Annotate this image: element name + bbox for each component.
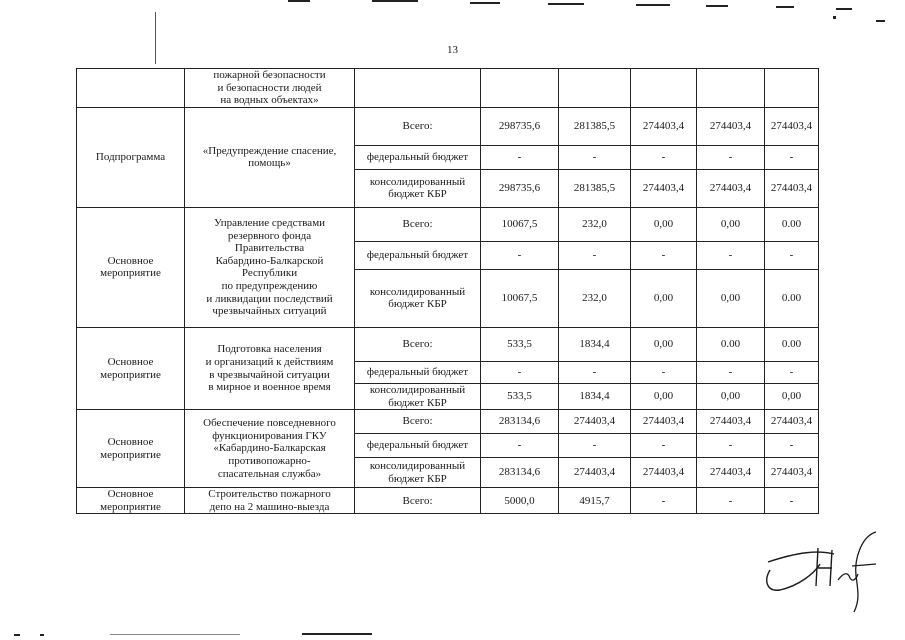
value-cell: -: [765, 488, 819, 514]
src-cell: [355, 69, 481, 108]
value-cell: 274403,4: [765, 458, 819, 488]
src-cell: консолидированный бюджет КБР: [355, 383, 481, 409]
scan-mark: [40, 634, 44, 636]
name-cell: Управление средствами резервного фонда Правительства Кабардино-Балкарской Республики по предупреждению и ликвидации последствий чрезвычайных ситуаций: [185, 207, 355, 327]
value-cell: 0,00: [631, 383, 697, 409]
value-cell: 232,0: [559, 269, 631, 327]
scan-mark: [833, 16, 836, 19]
value-cell: [559, 69, 631, 108]
value-cell: -: [697, 488, 765, 514]
value-cell: 274403,4: [559, 458, 631, 488]
type-cell: Основное мероприятие: [77, 488, 185, 514]
value-cell: -: [697, 434, 765, 458]
value-cell: 0.00: [765, 327, 819, 361]
signature: [758, 520, 888, 615]
value-cell: -: [697, 145, 765, 169]
value-cell: -: [765, 145, 819, 169]
table-row: [77, 410, 819, 434]
type-cell: Основное мероприятие: [77, 207, 185, 327]
value-cell: 0,00: [631, 327, 697, 361]
value-cell: 274403,4: [631, 410, 697, 434]
value-cell: -: [631, 434, 697, 458]
page-number: 13: [447, 44, 458, 56]
value-cell: 0,00: [765, 383, 819, 409]
value-cell: -: [631, 241, 697, 269]
value-cell: 283134,6: [481, 410, 559, 434]
scan-mark: [302, 633, 372, 635]
src-cell: федеральный бюджет: [355, 361, 481, 383]
margin-rule: [155, 12, 156, 64]
type-cell: [77, 69, 185, 108]
scan-mark: [706, 5, 728, 7]
value-cell: -: [481, 145, 559, 169]
value-cell: 0.00: [697, 327, 765, 361]
value-cell: [631, 69, 697, 108]
value-cell: 0.00: [765, 269, 819, 327]
scan-mark: [548, 3, 584, 5]
value-cell: 533,5: [481, 383, 559, 409]
src-cell: федеральный бюджет: [355, 434, 481, 458]
table-row: [77, 327, 819, 361]
value-cell: 274403,4: [765, 169, 819, 207]
value-cell: -: [765, 434, 819, 458]
table-row: [77, 207, 819, 241]
name-cell: пожарной безопасности и безопасности людей на водных объектах»: [185, 69, 355, 108]
value-cell: [481, 69, 559, 108]
scan-mark: [372, 0, 418, 2]
value-cell: 274403,4: [631, 107, 697, 145]
value-cell: 232,0: [559, 207, 631, 241]
value-cell: 0,00: [697, 207, 765, 241]
src-cell: консолидированный бюджет КБР: [355, 169, 481, 207]
name-cell: Строительство пожарного депо на 2 машино-выезда: [185, 488, 355, 514]
scan-mark: [836, 8, 852, 10]
value-cell: 274403,4: [765, 107, 819, 145]
value-cell: -: [765, 241, 819, 269]
value-cell: -: [559, 145, 631, 169]
value-cell: -: [481, 241, 559, 269]
src-cell: консолидированный бюджет КБР: [355, 269, 481, 327]
value-cell: 281385,5: [559, 107, 631, 145]
name-cell: Подготовка населения и организаций к действиям в чрезвычайной ситуации в мирное и военное время: [185, 327, 355, 409]
value-cell: 274403,4: [631, 458, 697, 488]
value-cell: -: [631, 488, 697, 514]
value-cell: 298735,6: [481, 107, 559, 145]
type-cell: Основное мероприятие: [77, 410, 185, 488]
name-cell: Обеспечение повседневного функционирования ГКУ «Кабардино-Балкарская противопожарно- спасательная служба»: [185, 410, 355, 488]
src-cell: консолидированный бюджет КБР: [355, 458, 481, 488]
src-cell: федеральный бюджет: [355, 241, 481, 269]
budget-table: [76, 68, 819, 514]
value-cell: -: [697, 361, 765, 383]
value-cell: 5000,0: [481, 488, 559, 514]
src-cell: Всего:: [355, 107, 481, 145]
table-row: [77, 107, 819, 145]
src-cell: федеральный бюджет: [355, 145, 481, 169]
src-cell: Всего:: [355, 207, 481, 241]
value-cell: 0,00: [697, 383, 765, 409]
value-cell: 0,00: [631, 207, 697, 241]
value-cell: 1834,4: [559, 383, 631, 409]
value-cell: 10067,5: [481, 269, 559, 327]
src-cell: Всего:: [355, 488, 481, 514]
scan-mark: [14, 634, 20, 636]
scan-mark: [636, 4, 670, 6]
value-cell: 274403,4: [697, 107, 765, 145]
scan-mark: [470, 2, 500, 4]
value-cell: 274403,4: [697, 410, 765, 434]
value-cell: 10067,5: [481, 207, 559, 241]
scan-mark: [288, 0, 310, 2]
type-cell: Подпрограмма: [77, 107, 185, 207]
value-cell: 533,5: [481, 327, 559, 361]
value-cell: -: [765, 361, 819, 383]
value-cell: 274403,4: [631, 169, 697, 207]
value-cell: 4915,7: [559, 488, 631, 514]
value-cell: -: [481, 434, 559, 458]
table-row: [77, 69, 819, 108]
scan-mark: [776, 6, 794, 8]
value-cell: 274403,4: [697, 458, 765, 488]
value-cell: -: [559, 434, 631, 458]
value-cell: 1834,4: [559, 327, 631, 361]
value-cell: 0.00: [765, 207, 819, 241]
scan-mark: [110, 634, 240, 635]
scan-mark: [876, 20, 885, 22]
value-cell: 0,00: [631, 269, 697, 327]
value-cell: [697, 69, 765, 108]
value-cell: 274403,4: [559, 410, 631, 434]
value-cell: 281385,5: [559, 169, 631, 207]
value-cell: [765, 69, 819, 108]
src-cell: Всего:: [355, 410, 481, 434]
value-cell: 298735,6: [481, 169, 559, 207]
value-cell: -: [631, 361, 697, 383]
value-cell: 274403,4: [765, 410, 819, 434]
value-cell: -: [631, 145, 697, 169]
type-cell: Основное мероприятие: [77, 327, 185, 409]
value-cell: -: [559, 241, 631, 269]
table-row: [77, 488, 819, 514]
value-cell: -: [697, 241, 765, 269]
value-cell: -: [559, 361, 631, 383]
value-cell: 283134,6: [481, 458, 559, 488]
value-cell: 0,00: [697, 269, 765, 327]
value-cell: -: [481, 361, 559, 383]
name-cell: «Предупреждение спасение, помощь»: [185, 107, 355, 207]
src-cell: Всего:: [355, 327, 481, 361]
value-cell: 274403,4: [697, 169, 765, 207]
